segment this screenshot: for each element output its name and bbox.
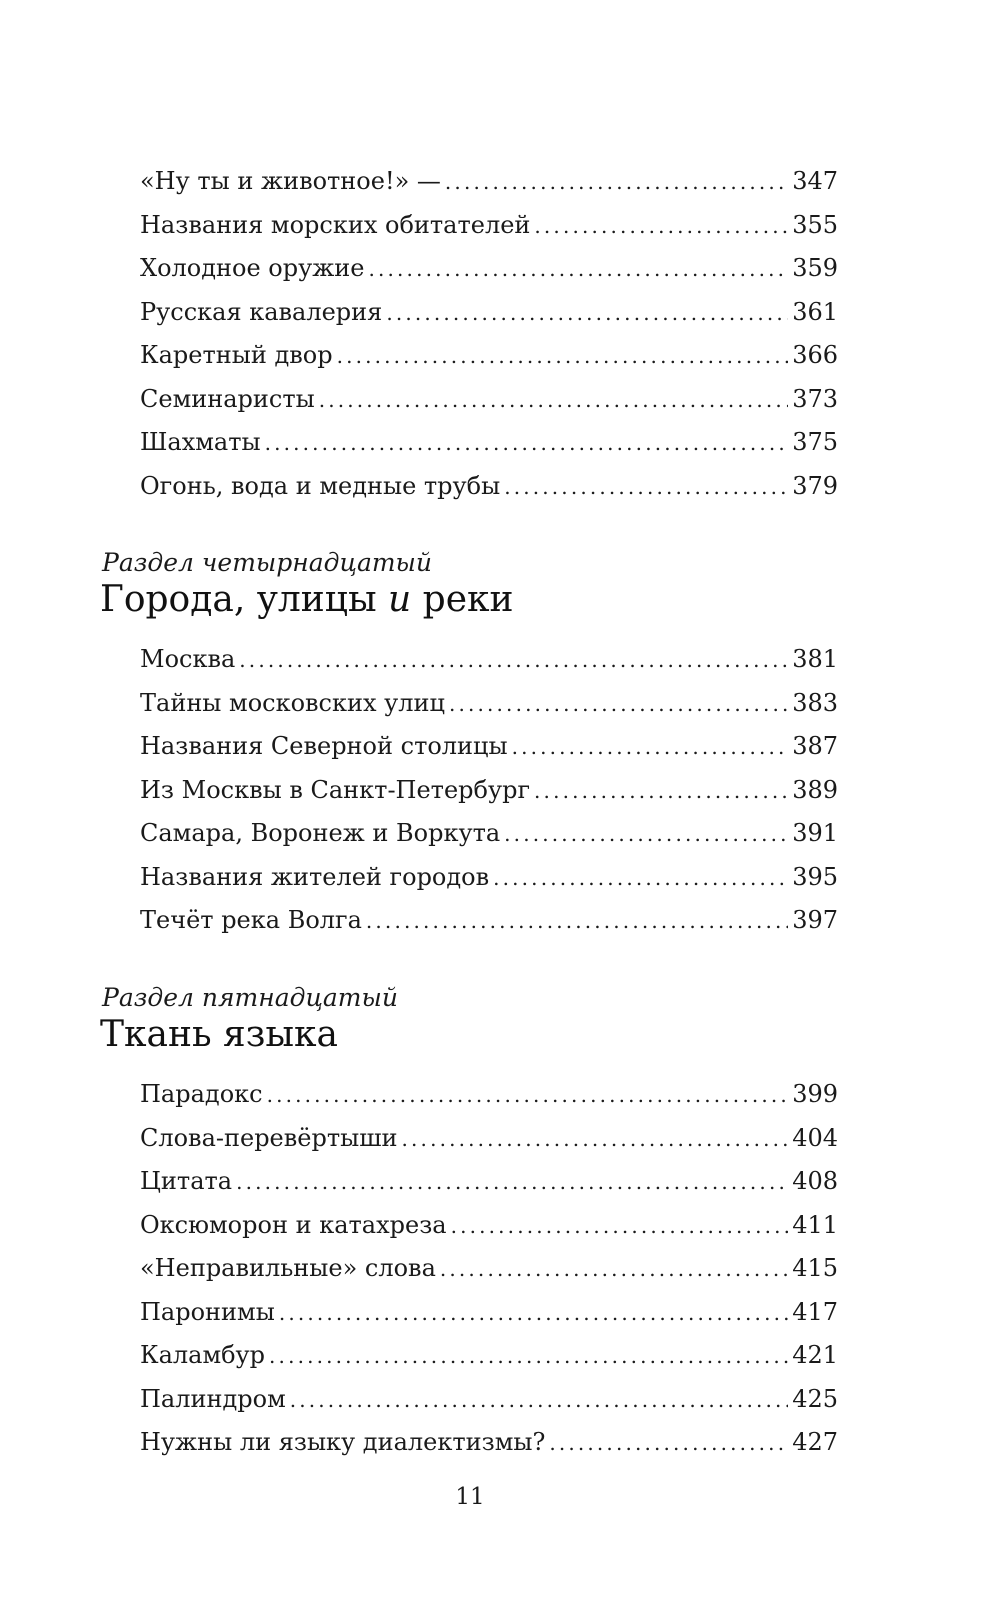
toc-entry <box>140 1247 838 1291</box>
toc-entry-page: 366 <box>792 341 838 369</box>
toc-section-15 <box>0 983 1000 1465</box>
toc-entry-title: Огонь, вода и медные трубы <box>140 471 501 500</box>
toc-entry-title: Оксюморон и катахреза <box>140 1210 447 1239</box>
toc-entry-page: 381 <box>792 645 838 673</box>
toc-entry-title: Паронимы <box>140 1297 275 1326</box>
dot-leader <box>386 292 788 336</box>
toc-entry-title: Каретный двор <box>140 341 333 369</box>
toc-entry-page: 359 <box>792 254 838 282</box>
toc-entry-page: 391 <box>792 819 838 847</box>
toc-entry-title: Русская кавалерия <box>140 297 383 326</box>
toc-entry-page: 411 <box>792 1210 838 1239</box>
toc-entry-page: 399 <box>792 1080 838 1108</box>
toc-entry <box>140 899 838 943</box>
toc-entry-list <box>0 1073 1000 1465</box>
toc-entry-page: 373 <box>792 384 838 413</box>
dot-leader <box>512 726 789 770</box>
dot-leader <box>269 1335 788 1379</box>
toc-entry <box>140 247 838 291</box>
toc-section-continued <box>0 160 1000 508</box>
toc-entry-list <box>0 638 1000 943</box>
toc-entry-page: 389 <box>792 775 838 804</box>
toc-entry-page: 404 <box>792 1123 838 1152</box>
toc-section-14 <box>0 548 1000 943</box>
toc-entry <box>140 1204 838 1248</box>
dot-leader <box>440 1248 788 1292</box>
toc-entry <box>140 334 838 378</box>
toc-entry <box>140 1291 838 1335</box>
toc-entry <box>140 1117 838 1161</box>
toc-entry-title: Каламбур <box>140 1341 266 1369</box>
toc-entry-title: Цитата <box>140 1167 233 1195</box>
dot-leader <box>534 770 788 814</box>
dot-leader <box>445 161 788 205</box>
toc-entry <box>140 204 838 248</box>
toc-entry-list <box>0 160 1000 508</box>
toc-entry <box>140 769 838 813</box>
toc-entry-title: Семинаристы <box>140 384 315 413</box>
dot-leader <box>236 1161 788 1205</box>
toc-entry-page: 375 <box>792 428 838 456</box>
dot-leader <box>534 205 788 249</box>
section-kicker: Раздел четырнадцатый <box>102 548 433 577</box>
toc-entry-page: 421 <box>792 1341 838 1369</box>
toc-entry-page: 387 <box>792 732 838 760</box>
dot-leader <box>402 1118 789 1162</box>
toc-entry <box>140 1334 838 1378</box>
toc-entry <box>140 638 838 682</box>
toc-entry <box>140 725 838 769</box>
toc-entry <box>140 378 838 422</box>
dot-leader <box>267 1074 789 1118</box>
section-title <box>100 578 1000 622</box>
dot-leader <box>366 900 788 944</box>
toc-entry-title: Нужны ли языку диалектизмы? <box>140 1428 546 1456</box>
dot-leader <box>504 813 788 857</box>
toc-entry-title: Шахматы <box>140 428 261 456</box>
dot-leader <box>369 248 789 292</box>
toc-entry <box>140 856 838 900</box>
toc-entry <box>140 291 838 335</box>
toc-entry-title: Парадокс <box>140 1080 263 1108</box>
dot-leader <box>504 466 788 510</box>
toc-entry-title: «Неправильные» слова <box>140 1254 436 1282</box>
toc-entry-title: Холодное оружие <box>140 254 365 282</box>
dot-leader <box>549 1422 788 1466</box>
dot-leader <box>449 683 788 727</box>
dot-leader <box>493 857 788 901</box>
toc-entry-title: Названия морских обитателей <box>140 210 531 239</box>
toc-entry-title: Названия Северной столицы <box>140 732 508 760</box>
toc-entry-title: Самара, Воронеж и Воркута <box>140 819 501 847</box>
toc-entry <box>140 1421 838 1465</box>
dot-leader <box>451 1205 789 1249</box>
dot-leader <box>290 1379 788 1423</box>
toc-entry-page: 361 <box>792 297 838 326</box>
section-title-italic: и <box>388 579 412 620</box>
section-title: Ткань языка <box>100 1014 338 1055</box>
toc-entry-page: 355 <box>792 210 838 239</box>
toc-entry-page: 379 <box>792 471 838 500</box>
toc-entry <box>140 812 838 856</box>
toc-entry-page: 395 <box>792 862 838 891</box>
toc-entry-page: 408 <box>792 1167 838 1195</box>
toc-entry-page: 397 <box>792 906 838 934</box>
toc-entry <box>140 421 838 465</box>
page-number: 11 <box>455 1484 485 1510</box>
toc-entry <box>140 160 838 204</box>
toc-entry-page: 415 <box>792 1254 838 1282</box>
dot-leader <box>265 422 789 466</box>
toc-entry-page: 383 <box>792 688 838 717</box>
section-title-part: реки <box>411 579 514 620</box>
dot-leader <box>239 639 788 683</box>
toc-entry-title: Течёт река Волга <box>140 906 362 934</box>
toc-entry-title: «Ну ты и животное!» — <box>140 167 441 195</box>
toc-entry <box>140 682 838 726</box>
toc-entry-page: 427 <box>792 1428 838 1456</box>
toc-entry-title: Москва <box>140 645 236 673</box>
toc-entry-title: Слова-перевёртыши <box>140 1123 398 1152</box>
dot-leader <box>319 379 788 423</box>
toc-entry <box>140 465 838 509</box>
toc-entry-title: Из Москвы в Санкт-Петербург <box>140 775 531 804</box>
toc-entry <box>140 1378 838 1422</box>
section-title-part: Города, улицы <box>100 579 389 620</box>
dot-leader <box>279 1292 788 1336</box>
toc-entry <box>140 1073 838 1117</box>
toc-entry-title: Тайны московских улиц <box>140 688 445 717</box>
toc-entry-page: 425 <box>792 1384 838 1413</box>
toc-entry <box>140 1160 838 1204</box>
toc-entry-title: Названия жителей городов <box>140 862 490 891</box>
toc-entry-page: 347 <box>792 167 838 195</box>
section-kicker: Раздел пятнадцатый <box>102 983 398 1012</box>
toc-entry-page: 417 <box>792 1297 838 1326</box>
toc-entry-title: Палиндром <box>140 1384 286 1413</box>
dot-leader <box>337 335 789 379</box>
